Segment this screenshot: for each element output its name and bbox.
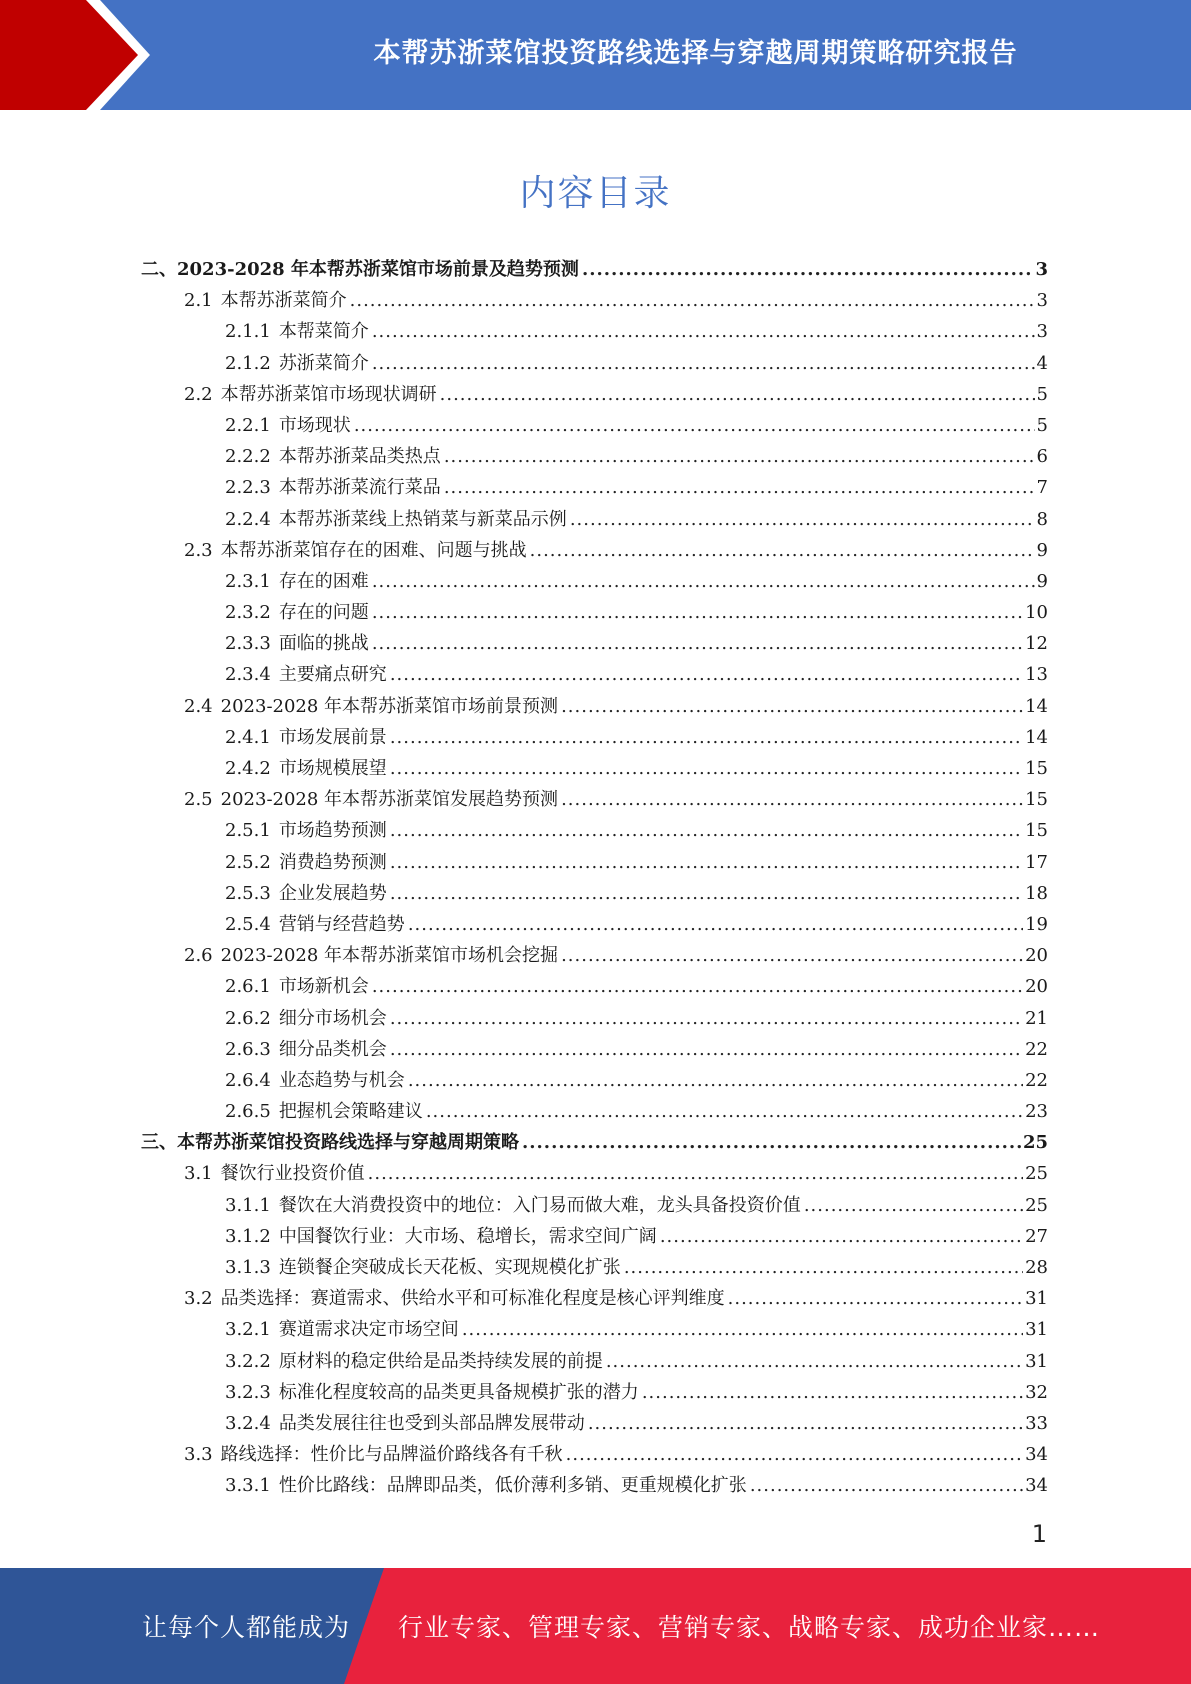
toc-entry-page: 9 (1036, 539, 1048, 561)
toc-entry[interactable] (0, 254, 1191, 285)
toc-entry[interactable] (0, 1283, 1191, 1314)
toc-entry-number: 2.2.4 (225, 508, 271, 530)
toc-leader-dots (372, 628, 1023, 659)
toc-entry-number: 3.1 (184, 1163, 213, 1185)
footer-expert-list: 行业专家、管理专家、营销专家、战略专家、成功企业家…… (398, 1613, 1101, 1642)
toc-entry-page: 18 (1025, 882, 1048, 904)
toc-entry[interactable] (0, 847, 1191, 878)
toc-leader-dots (444, 472, 1035, 503)
toc-entry[interactable] (0, 1346, 1191, 1377)
toc-entry-text: 把握机会策略建议 (278, 1101, 423, 1123)
toc-leader-dots (522, 1127, 1021, 1158)
toc-leader-dots (350, 285, 1035, 316)
toc-entry-number: 2.3.1 (225, 570, 271, 592)
toc-entry-number: 3.2.4 (225, 1412, 271, 1434)
toc-entry[interactable] (0, 472, 1191, 503)
toc-leader-dots (372, 348, 1035, 379)
toc-leader-dots (570, 504, 1035, 535)
toc-entry-page: 10 (1025, 602, 1048, 624)
toc-entry-text: 赛道需求决定市场空间 (278, 1319, 459, 1341)
toc-entry-text: 存在的问题 (278, 602, 369, 624)
toc-entry[interactable] (0, 1003, 1191, 1034)
toc-entry-text: 本帮苏浙菜品类热点 (278, 446, 441, 468)
toc-entry[interactable] (0, 1221, 1191, 1252)
toc-entry-number: 2.6.5 (225, 1101, 271, 1123)
toc-entry-page: 25 (1022, 1132, 1048, 1154)
toc-entry-page: 22 (1025, 1069, 1048, 1091)
toc-entry-text: 苏浙菜简介 (278, 352, 369, 374)
toc-leader-dots (390, 1003, 1023, 1034)
toc-entry-text: 面临的挑战 (278, 633, 369, 655)
toc-entry[interactable] (0, 535, 1191, 566)
toc-entry[interactable] (0, 1439, 1191, 1470)
toc-entry-number: 2.4.2 (225, 758, 271, 779)
toc-entry-page: 20 (1025, 945, 1048, 967)
toc-leader-dots (606, 1346, 1023, 1377)
toc-entry[interactable] (0, 410, 1191, 441)
toc-entry-number: 2.3.2 (225, 602, 271, 624)
toc-entry[interactable] (0, 1096, 1191, 1127)
toc-entry-number: 2.5.1 (225, 820, 271, 842)
toc-entry[interactable] (0, 1314, 1191, 1345)
toc-entry-page: 31 (1025, 1350, 1048, 1372)
toc-leader-dots (561, 691, 1023, 722)
toc-entry-number: 2.6.2 (225, 1007, 271, 1029)
toc-entry[interactable] (0, 316, 1191, 347)
toc-entry-number: 2.6 (184, 945, 213, 967)
toc-leader-dots (354, 410, 1035, 441)
toc-entry-number: 2.4 (184, 695, 213, 717)
toc-entry-number: 2.5 (184, 789, 213, 811)
toc-entry-page: 3 (1036, 321, 1048, 343)
toc-entry-text: 连锁餐企突破成长天花板、实现规模化扩张 (278, 1257, 621, 1278)
toc-entry-page: 14 (1025, 695, 1048, 717)
toc-leader-dots (561, 940, 1023, 971)
toc-entry-number: 2.2.1 (225, 414, 271, 436)
toc-entry-text: 主要痛点研究 (278, 664, 387, 686)
toc-entry-number: 2.6.1 (225, 976, 271, 998)
toc-entry[interactable] (0, 1158, 1191, 1189)
toc-leader-dots (750, 1470, 1023, 1501)
toc-leader-dots (408, 909, 1023, 940)
toc-entry[interactable] (0, 1190, 1191, 1221)
toc-title: 内容目录 (519, 173, 672, 214)
toc-entry[interactable] (0, 691, 1191, 722)
toc-leader-dots (588, 1408, 1023, 1439)
toc-entry-text: 品类发展往往也受到头部品牌发展带动 (278, 1412, 585, 1434)
toc-entry[interactable] (0, 971, 1191, 1002)
toc-entry-number: 2.5.2 (225, 851, 271, 873)
toc-entry-text: 路线选择：性价比与品牌溢价路线各有千秋 (220, 1444, 563, 1466)
toc-entry-page: 12 (1025, 633, 1048, 655)
toc-entry-number: 2.2.2 (225, 446, 271, 468)
toc-entry-text: 2023-2028 年本帮苏浙菜馆市场机会挖掘 (220, 945, 559, 967)
toc-entry-text: 餐饮在大消费投资中的地位：入门易而做大难，龙头具备投资价值 (278, 1194, 801, 1216)
toc-entry-page: 17 (1025, 851, 1048, 873)
toc-entry-text: 2023-2028 年本帮苏浙菜馆市场前景预测 (220, 695, 559, 717)
toc-entry-page: 5 (1036, 383, 1048, 405)
toc-leader-dots (390, 753, 1023, 784)
toc-entry-number: 2.1 (184, 290, 213, 312)
toc-entry-number: 2.2 (184, 383, 213, 405)
toc-leader-dots (372, 971, 1023, 1002)
toc-entry-text: 消费趋势预测 (278, 851, 387, 873)
toc-leader-dots (566, 1439, 1023, 1470)
toc-leader-dots (390, 1034, 1023, 1065)
toc-entry[interactable] (0, 1127, 1191, 1158)
toc-entry-text: 2023-2028 年本帮苏浙菜馆发展趋势预测 (220, 789, 559, 811)
toc-entry-number: 3.1.1 (225, 1194, 271, 1216)
toc-entry-page: 14 (1025, 726, 1048, 748)
toc-leader-dots (530, 535, 1035, 566)
toc-entry-page: 21 (1025, 1007, 1048, 1029)
toc-leader-dots (372, 316, 1035, 347)
toc-entry-page: 3 (1035, 259, 1048, 280)
toc-leader-dots (624, 1252, 1023, 1283)
toc-entry[interactable] (0, 628, 1191, 659)
toc-entry-page: 3 (1036, 290, 1048, 312)
toc-entry-text: 餐饮行业投资价值 (220, 1163, 365, 1185)
toc-entry-page: 22 (1025, 1038, 1048, 1060)
toc-entry-page: 32 (1025, 1381, 1048, 1403)
footer-banner (0, 1568, 1191, 1684)
toc-entry-page: 7 (1036, 477, 1048, 499)
toc-entry-number: 2.5.4 (225, 913, 271, 935)
toc-entry-text: 标准化程度较高的品类更具备规模扩张的潜力 (278, 1381, 639, 1403)
toc-entry-number: 3.3 (184, 1444, 213, 1466)
toc-leader-dots (462, 1314, 1023, 1345)
toc-entry-text: 本帮苏浙菜馆存在的困难、问题与挑战 (220, 539, 527, 561)
toc-leader-dots (582, 254, 1034, 285)
toc-entry-page: 34 (1025, 1475, 1048, 1497)
report-title: 本帮苏浙菜馆投资路线选择与穿越周期策略研究报告 (373, 37, 1018, 69)
toc-entry-number: 3.2.3 (225, 1381, 271, 1403)
toc-entry-text: 中国餐饮行业：大市场、稳增长，需求空间广阔 (278, 1225, 657, 1247)
toc-entry-page: 15 (1025, 820, 1048, 842)
toc-entry-text: 本帮菜简介 (278, 321, 369, 343)
toc-leader-dots (390, 847, 1023, 878)
toc-entry-text: 本帮苏浙菜馆市场现状调研 (220, 383, 437, 405)
toc-entry-page: 15 (1025, 789, 1048, 811)
toc-entry-number: 3.3.1 (225, 1475, 271, 1497)
toc-entry-text: 市场新机会 (278, 976, 369, 998)
toc-entry-text: 本帮苏浙菜馆投资路线选择与穿越周期策略 (177, 1132, 519, 1154)
table-of-contents (0, 254, 1191, 1502)
toc-leader-dots (390, 659, 1023, 690)
toc-entry-text: 存在的困难 (278, 570, 369, 592)
toc-leader-dots (444, 441, 1035, 472)
chevron-arrow-icon (0, 0, 160, 110)
toc-entry[interactable] (0, 504, 1191, 535)
toc-entry-page: 23 (1025, 1101, 1048, 1123)
toc-entry-number: 3.2.1 (225, 1319, 271, 1341)
toc-entry-number: 2.5.3 (225, 882, 271, 904)
toc-entry[interactable] (0, 1065, 1191, 1096)
toc-leader-dots (660, 1221, 1023, 1252)
toc-entry[interactable] (0, 784, 1191, 815)
toc-entry-number: 三、 (141, 1132, 177, 1154)
toc-entry-page: 15 (1025, 758, 1048, 779)
toc-entry-number: 3.2.2 (225, 1350, 271, 1372)
toc-entry[interactable] (0, 878, 1191, 909)
toc-entry-text: 营销与经营趋势 (278, 913, 405, 935)
toc-entry-page: 33 (1025, 1412, 1048, 1434)
toc-entry-page: 20 (1025, 976, 1048, 998)
toc-leader-dots (372, 597, 1023, 628)
toc-entry-number: 2.1.2 (225, 352, 271, 374)
toc-entry-number: 2.6.3 (225, 1038, 271, 1060)
toc-entry-page: 19 (1025, 913, 1048, 935)
toc-entry-text: 细分市场机会 (278, 1007, 387, 1029)
toc-entry-text: 本帮苏浙菜线上热销菜与新菜品示例 (278, 508, 567, 530)
toc-entry-number: 3.2 (184, 1288, 213, 1310)
toc-entry-page: 25 (1025, 1163, 1048, 1185)
toc-entry-text: 市场趋势预测 (278, 820, 387, 842)
toc-entry-page: 5 (1036, 414, 1048, 436)
header-banner (0, 0, 1191, 110)
footer-slogan: 让每个人都能成为 (142, 1613, 351, 1642)
toc-entry[interactable] (0, 566, 1191, 597)
toc-entry-text: 市场发展前景 (278, 726, 387, 748)
toc-entry-page: 34 (1025, 1444, 1048, 1466)
toc-entry-page: 31 (1025, 1319, 1048, 1341)
page-number: 1 (1031, 1520, 1047, 1548)
toc-entry-number: 二、 (141, 259, 177, 280)
toc-leader-dots (561, 784, 1023, 815)
toc-leader-dots (390, 722, 1023, 753)
toc-entry-text: 市场规模展望 (278, 758, 387, 779)
toc-entry-number: 2.3.3 (225, 633, 271, 655)
toc-entry[interactable] (0, 815, 1191, 846)
toc-entry-number: 2.1.1 (225, 321, 271, 343)
toc-entry-number: 3.1.2 (225, 1225, 271, 1247)
toc-entry[interactable] (0, 379, 1191, 410)
toc-entry-text: 本帮苏浙菜简介 (220, 290, 347, 312)
toc-entry-number: 2.4.1 (225, 726, 271, 748)
toc-entry-text: 企业发展趋势 (278, 882, 387, 904)
toc-entry-text: 原材料的稳定供给是品类持续发展的前提 (278, 1350, 603, 1372)
toc-entry-number: 2.3.4 (225, 664, 271, 686)
toc-entry[interactable] (0, 1252, 1191, 1283)
toc-entry[interactable] (0, 285, 1191, 316)
toc-leader-dots (804, 1190, 1023, 1221)
toc-leader-dots (390, 878, 1023, 909)
toc-entry-page: 8 (1036, 508, 1048, 530)
toc-entry-text: 2023-2028 年本帮苏浙菜馆市场前景及趋势预测 (177, 259, 579, 280)
toc-entry-text: 细分品类机会 (278, 1038, 387, 1060)
toc-entry-page: 27 (1025, 1225, 1048, 1247)
toc-entry[interactable] (0, 1377, 1191, 1408)
toc-entry[interactable] (0, 441, 1191, 472)
toc-entry-page: 13 (1025, 664, 1048, 686)
toc-entry[interactable] (0, 659, 1191, 690)
toc-entry-text: 业态趋势与机会 (278, 1069, 405, 1091)
toc-entry-page: 31 (1025, 1288, 1048, 1310)
toc-entry[interactable] (0, 753, 1191, 784)
toc-entry[interactable] (0, 940, 1191, 971)
toc-entry[interactable] (0, 597, 1191, 628)
toc-entry-page: 6 (1036, 446, 1048, 468)
toc-leader-dots (440, 379, 1035, 410)
toc-leader-dots (642, 1377, 1023, 1408)
toc-entry[interactable] (0, 1470, 1191, 1501)
toc-entry-page: 28 (1025, 1257, 1048, 1278)
toc-entry-number: 2.3 (184, 539, 213, 561)
toc-entry-number: 3.1.3 (225, 1257, 271, 1278)
toc-entry[interactable] (0, 348, 1191, 379)
toc-entry-text: 市场现状 (278, 414, 351, 436)
toc-leader-dots (372, 566, 1035, 597)
toc-entry[interactable] (0, 1034, 1191, 1065)
toc-entry[interactable] (0, 909, 1191, 940)
toc-entry-text: 性价比路线：品牌即品类，低价薄利多销、更重规模化扩张 (278, 1475, 747, 1497)
toc-leader-dots (390, 815, 1023, 846)
toc-leader-dots (426, 1096, 1023, 1127)
toc-entry-number: 2.6.4 (225, 1069, 271, 1091)
toc-entry-page: 9 (1036, 570, 1048, 592)
toc-entry-text: 本帮苏浙菜流行菜品 (278, 477, 441, 499)
toc-entry[interactable] (0, 1408, 1191, 1439)
toc-leader-dots (408, 1065, 1023, 1096)
toc-entry-number: 2.2.3 (225, 477, 271, 499)
toc-entry[interactable] (0, 722, 1191, 753)
toc-leader-dots (368, 1158, 1023, 1189)
toc-entry-page: 25 (1025, 1194, 1048, 1216)
toc-entry-page: 4 (1036, 352, 1048, 374)
toc-entry-text: 品类选择：赛道需求、供给水平和可标准化程度是核心评判维度 (220, 1288, 725, 1310)
toc-leader-dots (728, 1283, 1023, 1314)
